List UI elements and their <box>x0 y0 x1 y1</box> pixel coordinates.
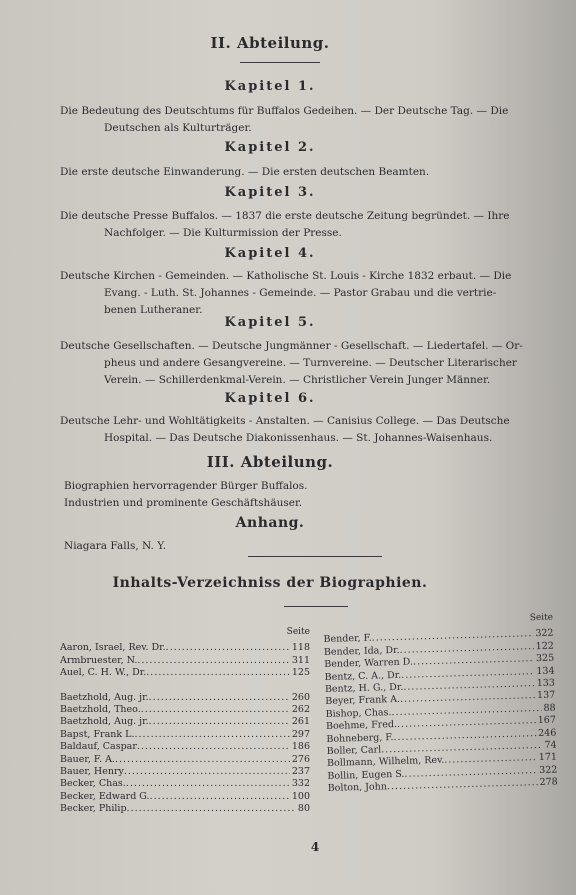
index-entry-name: Bender, Ida, Dr. <box>323 644 400 658</box>
index-entry-leader <box>166 642 290 654</box>
index-entry-page: 276 <box>291 753 310 765</box>
index-entry-page: 278 <box>539 776 558 789</box>
index-entry-leader <box>115 754 290 766</box>
chapter-6-heading: Kapitel 6. <box>224 391 316 406</box>
page-number: 4 <box>310 840 320 854</box>
index-entry-leader <box>149 692 290 704</box>
section-ii-title: II. Abteilung. <box>210 34 330 52</box>
index-entry <box>60 655 310 667</box>
index-gap <box>60 680 310 692</box>
chapter-6-text <box>60 413 552 447</box>
title-divider <box>240 62 320 63</box>
section-iii-title: III. Abteilung. <box>206 453 334 471</box>
index-entry-page: 325 <box>535 652 555 665</box>
index-entry-page: 186 <box>291 741 310 753</box>
index-entry-page: 297 <box>291 728 310 740</box>
index-entry <box>60 791 310 803</box>
index-entry-page: 167 <box>537 714 557 727</box>
index-entry-name: Aaron, Israel, Rev. Dr. <box>60 642 166 654</box>
index-entry-name: Baetzhold, Theo. <box>60 704 141 716</box>
chapter-4-line-2: Evang. - Luth. St. Johannes - Gemeinde. — Pastor Grabau und die vertrie- <box>104 287 497 299</box>
chapter-4-heading: Kapitel 4. <box>224 246 316 261</box>
index-entry-name: Becker, Philip <box>60 803 127 815</box>
section-iii-text <box>64 478 556 512</box>
index-entry-page: 137 <box>536 689 556 702</box>
index-entry <box>60 766 310 778</box>
index-entry-page: 133 <box>536 677 556 690</box>
seite-label-right: Seite <box>529 612 554 624</box>
index-title: Inhalts-Verzeichniss der Biographien. <box>112 575 428 591</box>
anhang-divider <box>248 556 382 557</box>
index-entry-leader <box>134 729 289 741</box>
index-entry-leader <box>146 667 290 679</box>
index-entry-page: 261 <box>291 716 310 728</box>
index-entry-name: Bender, F. <box>323 633 372 646</box>
index-entry <box>60 692 310 704</box>
chapter-1-line-1: Die Bedeutung des Deutschtums für Buffalos Gedeihen. — Der Deutsche Tag. — Die <box>60 105 509 117</box>
index-entry-page: 134 <box>536 665 555 677</box>
index-entry-name: Baetzhold, Aug. jr. <box>60 716 149 728</box>
index-entry-leader <box>137 655 290 667</box>
index-entry-leader <box>127 803 296 815</box>
index-entry-name: Bauer, F. A. <box>60 753 115 765</box>
anhang-title: Anhang. <box>235 515 305 531</box>
index-entry-page: 322 <box>535 627 554 640</box>
index-right-column <box>323 612 558 796</box>
index-entry-name: Baldauf, Caspar <box>60 741 137 753</box>
index-entry-leader <box>141 704 290 716</box>
section-iii-line-1: Biographien hervorragender Bürger Buffalos. <box>64 480 308 492</box>
index-entry-page: 100 <box>291 790 310 802</box>
chapter-5-text <box>60 338 552 389</box>
chapter-3-heading: Kapitel 3. <box>224 185 316 200</box>
index-entry <box>60 716 310 728</box>
index-entry-page: 311 <box>291 654 310 666</box>
index-entry-page: 246 <box>538 727 557 739</box>
index-entry-name: Bollmann, Wilhelm, Rev. <box>326 755 445 770</box>
index-entry <box>60 754 310 766</box>
chapter-3-line-2: Nachfolger. — Die Kulturmission der Presse. <box>104 227 342 239</box>
chapter-2-text <box>60 164 552 181</box>
index-entry-name: Bollin, Eugen S. <box>327 768 405 782</box>
index-entry-name: Bentz, C. A., Dr. <box>324 669 402 683</box>
index-entry-page: 332 <box>291 778 310 790</box>
index-entry-page: 322 <box>539 764 558 776</box>
index-entry-page: 74 <box>544 739 557 751</box>
index-entry-page: 88 <box>543 702 556 714</box>
section-iii-line-2: Industrien und prominente Geschäftshäuser. <box>64 497 303 509</box>
index-entry-name: Bauer, Henry <box>60 766 124 778</box>
index-entry-name: Bishop, Chas. <box>325 706 392 720</box>
index-entry-name: Bapst, Frank L. <box>60 728 135 740</box>
chapter-4-text <box>60 268 552 319</box>
chapter-6-line-1: Deutsche Lehr- und Wohltätigkeits - Anstalten. — Canisius College. — Das Deutsche <box>60 415 510 427</box>
index-entry-name: Beyer, Frank A. <box>325 694 401 708</box>
index-entry-leader <box>126 778 290 790</box>
index-entry-name: Boller, Carl <box>326 744 382 758</box>
index-entry-name: Becker, Chas. <box>60 778 126 790</box>
index-entry-page: 122 <box>535 640 555 652</box>
chapter-2-line-1: Die erste deutsche Einwanderung. — Die ersten deutschen Beamten. <box>60 166 430 178</box>
index-entry <box>60 667 310 679</box>
chapter-6-line-2: Hospital. — Das Deutsche Diakonissenhaus. — St. Johannes-Waisenhaus. <box>104 432 493 444</box>
index-entry-page: 125 <box>291 667 310 679</box>
index-divider <box>284 606 348 607</box>
index-entry-name: Bolton, John <box>327 781 388 795</box>
index-entry <box>60 778 310 790</box>
index-entry-leader <box>137 741 290 753</box>
index-entry-page: 171 <box>538 751 558 764</box>
index-entry-page: 260 <box>291 691 310 703</box>
chapter-1-heading: Kapitel 1. <box>224 79 316 94</box>
index-entry-leader <box>150 791 290 803</box>
index-entry-page: 262 <box>291 704 310 716</box>
chapter-5-line-1: Deutsche Gesellschaften. — Deutsche Jungmänner - Gesellschaft. — Liedertafel. — Or- <box>60 340 523 352</box>
index-entry-leader <box>149 716 290 728</box>
chapter-5-line-2: pheus und andere Gesangvereine. — Turnvereine. — Deutscher Literarischer <box>104 357 517 369</box>
index-entry-name: Baetzhold, Aug. jr. <box>60 691 149 703</box>
index-entry <box>60 741 310 753</box>
chapter-2-heading: Kapitel 2. <box>224 140 316 155</box>
chapter-1-line-2: Deutschen als Kulturträger. <box>104 122 252 134</box>
chapter-1-text <box>60 103 552 137</box>
index-entry-name: Bentz, H. G., Dr. <box>324 681 404 696</box>
index-entry-name: Auel, C. H. W., Dr. <box>60 667 147 679</box>
chapter-5-line-3: Verein. — Schillerdenkmal-Verein. — Christlicher Verein Junger Männer. <box>104 374 491 386</box>
chapter-4-line-3: benen Lutheraner. <box>104 304 203 316</box>
index-entry-name: Armbruester, N. <box>60 654 138 666</box>
index-entry <box>60 642 310 654</box>
index-entry-page: 80 <box>297 803 310 815</box>
chapter-5-heading: Kapitel 5. <box>224 315 316 330</box>
index-entry-page: 237 <box>291 766 310 778</box>
index-entry-name: Bohneberg, F. <box>326 731 394 745</box>
index-entry <box>60 803 310 815</box>
index-entry <box>60 704 310 716</box>
chapter-4-line-1: Deutsche Kirchen - Gemeinden. — Katholische St. Louis - Kirche 1832 erbaut. — Die <box>60 270 512 282</box>
anhang-line: Niagara Falls, N. Y. <box>64 540 167 552</box>
chapter-3-text <box>60 208 552 242</box>
index-entry-page: 118 <box>291 642 310 654</box>
index-entry-name: Bender, Warren D. <box>324 656 414 671</box>
index-left-column <box>60 626 310 816</box>
anhang-text <box>64 538 556 555</box>
seite-label-left: Seite <box>286 627 310 637</box>
chapter-3-line-1: Die deutsche Presse Buffalos. — 1837 die erste deutsche Zeitung begründet. — Ihre <box>60 210 510 222</box>
index-entry-name: Boehme, Fred. <box>325 719 398 733</box>
index-entry-leader <box>124 766 290 778</box>
index-entry <box>60 729 310 741</box>
index-entry-name: Becker, Edward G. <box>60 790 150 802</box>
